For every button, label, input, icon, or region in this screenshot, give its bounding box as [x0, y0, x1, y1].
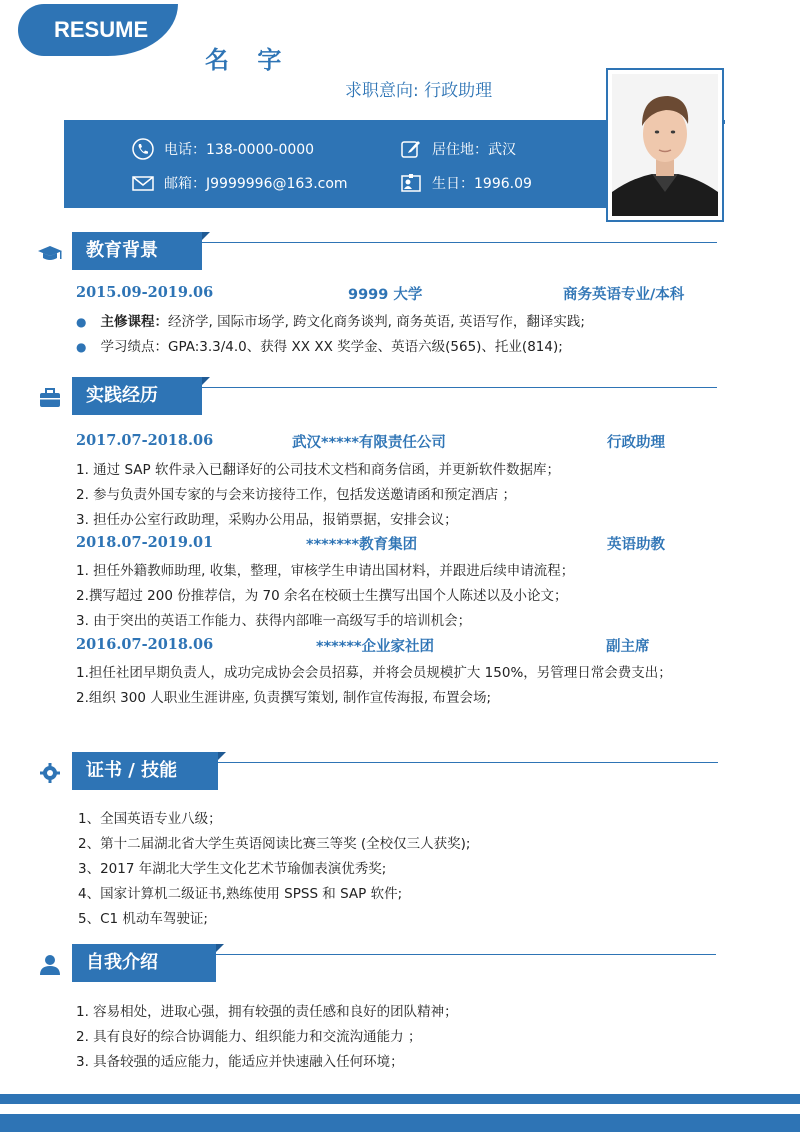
contact-band — [64, 120, 609, 208]
residence-text: 居住地：武汉 — [432, 142, 516, 158]
practice-section-header — [0, 377, 800, 417]
mail-icon — [132, 172, 154, 194]
divider — [218, 762, 718, 763]
profile-photo — [612, 74, 718, 216]
job-intent: 求职意向: 行政助理 — [345, 81, 493, 101]
list-item: 2. 参与负责外国专家的与会来访接待工作，包括发送邀请函和预定酒店 ； — [76, 487, 516, 503]
practice-title: 实践经历 — [72, 377, 202, 415]
list-item: 3、2017 年湖北大学生文化艺术节瑜伽表演优秀奖; — [78, 861, 387, 877]
list-item: 4、国家计算机二级证书,熟练使用 SPSS 和 SAP 软件; — [78, 886, 403, 902]
footer-band — [0, 1114, 800, 1132]
about-title: 自我介绍 — [72, 944, 216, 982]
education-date: 2015.09-2019.06 — [76, 284, 214, 301]
user-icon — [38, 954, 62, 976]
footer-band — [0, 1094, 800, 1104]
list-item: 2.撰写超过 200 份推荐信，为 70 余名在校硕士生撰写出国个人陈述以及小论文； — [76, 588, 568, 604]
list-item: 1. 容易相处，进取心强，拥有较强的责任感和良好的团队精神； — [76, 1004, 458, 1020]
list-item: 3. 担任办公室行政助理，采购办公用品，报销票据，安排会议； — [76, 512, 458, 528]
list-item: 1、全国英语专业八级； — [78, 811, 222, 827]
job-role: 行政助理 — [607, 435, 665, 451]
candidate-name: 名 字 — [205, 46, 292, 74]
id-card-icon — [400, 172, 422, 194]
list-item: 3. 具备较强的适应能力，能适应并快速融入任何环境； — [76, 1054, 404, 1070]
divider — [216, 954, 716, 955]
email-text: 邮箱：J9999996@163.com — [164, 176, 348, 192]
list-item: 2、第十二届湖北省大学生英语阅读比赛三等奖 (全校仅三人获奖); — [78, 836, 471, 852]
education-school: 9999 大学 — [348, 287, 423, 303]
divider — [202, 387, 717, 388]
list-item: 5、C1 机动车驾驶证; — [78, 911, 208, 927]
resume-tab: RESUME — [18, 4, 178, 56]
profile-photo-frame — [606, 68, 724, 222]
courses-label: 主修课程： — [100, 314, 168, 330]
job-date: 2017.07-2018.06 — [76, 432, 214, 449]
list-item — [76, 310, 585, 330]
phone-text: 电话：138-0000-0000 — [164, 142, 315, 158]
divider — [202, 242, 717, 243]
list-item: 1. 担任外籍教师助理, 收集，整理，审核学生申请出国材料，并跟进后续申请流程； — [76, 563, 575, 579]
job-org: ******企业家社团 — [316, 639, 434, 655]
phone-item — [132, 138, 314, 160]
birthday-text: 生日：1996.09 — [432, 176, 532, 192]
bullet-icon: ● — [76, 315, 87, 329]
residence-item — [400, 138, 516, 160]
briefcase-icon — [38, 387, 62, 409]
birthday-item — [400, 172, 532, 194]
list-item: 2. 具有良好的综合协调能力、组织能力和交流沟通能力 ； — [76, 1029, 422, 1045]
bullet-icon: ● — [76, 340, 87, 354]
job-role: 副主席 — [606, 639, 650, 655]
about-section-header — [0, 944, 800, 984]
skills-title: 证书 / 技能 — [72, 752, 218, 790]
list-item: 1. 通过 SAP 软件录入已翻译好的公司技术文档和商务信函，并更新软件数据库； — [76, 462, 560, 478]
phone-icon — [132, 138, 154, 160]
list-item: 3. 由于突出的英语工作能力、获得内部唯一高级写手的培训机会； — [76, 613, 472, 629]
skills-section-header — [0, 752, 800, 792]
job-org: *******教育集团 — [306, 537, 418, 553]
edit-icon — [400, 138, 422, 160]
job-date: 2016.07-2018.06 — [76, 636, 214, 653]
job-org: 武汉*****有限责任公司 — [292, 435, 446, 451]
education-title: 教育背景 — [72, 232, 202, 270]
grades-text: 学习绩点：GPA:3.3/4.0、获得 XX XX 奖学金、英语六级(565)、托业(814); — [100, 339, 563, 355]
email-item — [132, 172, 348, 194]
graduation-cap-icon — [38, 242, 62, 264]
job-role: 英语助教 — [607, 537, 665, 553]
job-date: 2018.07-2019.01 — [76, 534, 214, 551]
gear-icon — [38, 762, 62, 784]
courses-text: 经济学, 国际市场学, 跨文化商务谈判, 商务英语, 英语写作，翻译实践; — [167, 314, 585, 330]
education-major: 商务英语专业/本科 — [563, 287, 685, 303]
list-item: 2.组织 300 人职业生涯讲座, 负责撰写策划, 制作宣传海报, 布置会场; — [76, 690, 492, 706]
list-item — [76, 335, 563, 355]
education-section-header — [0, 232, 800, 272]
list-item: 1.担任社团早期负责人，成功完成协会会员招募，并将会员规模扩大 150%，另管理日常会费支出； — [76, 665, 672, 681]
